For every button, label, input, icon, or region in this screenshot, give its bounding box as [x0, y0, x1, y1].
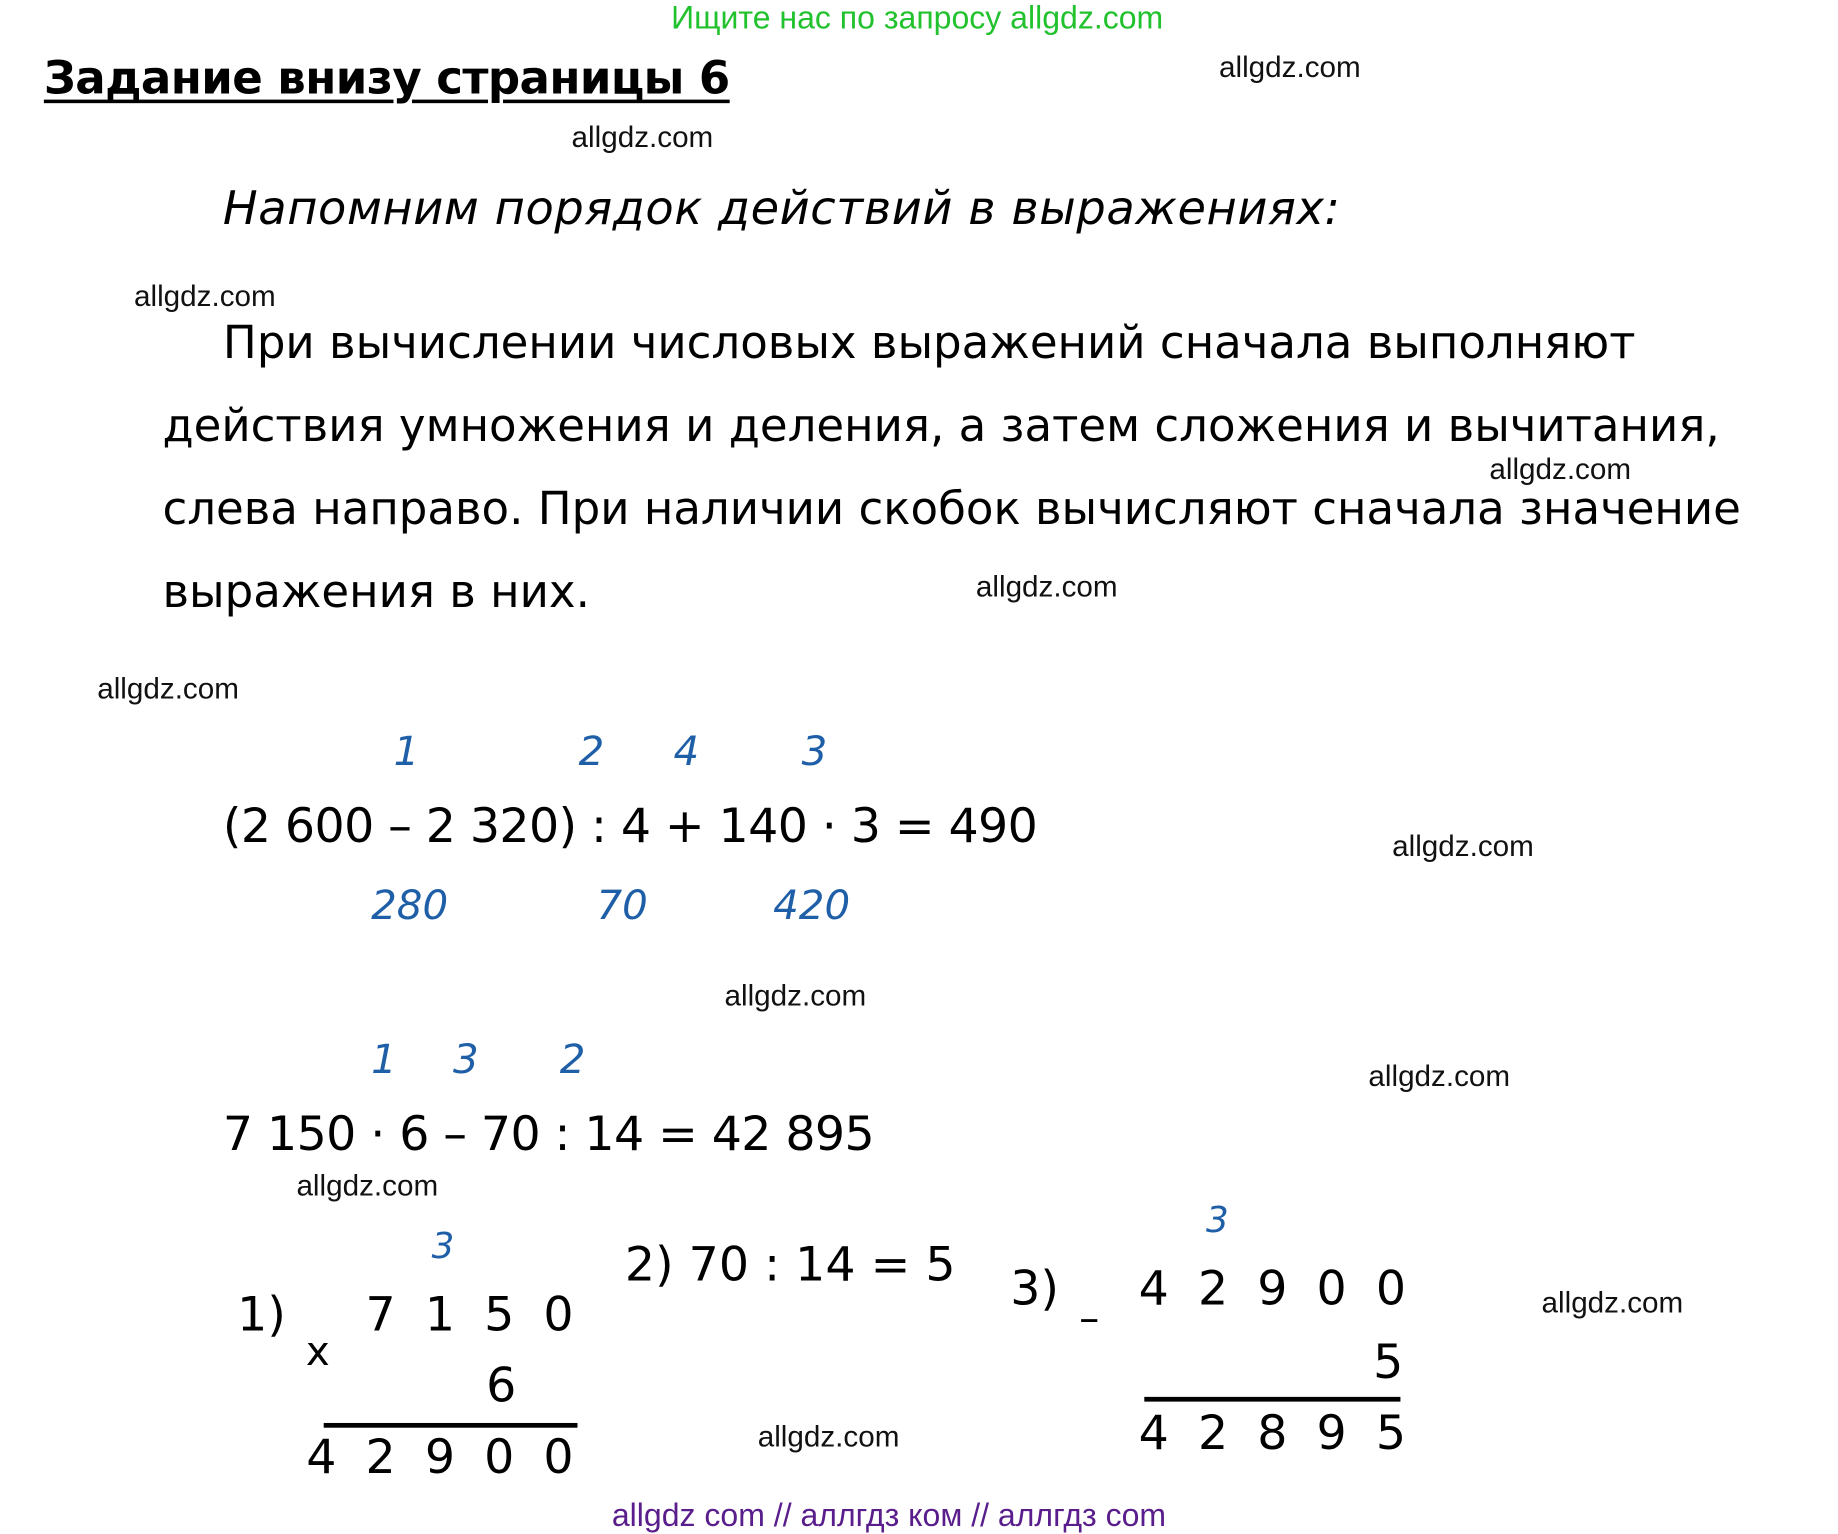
expression-1: (2 600 – 2 320) : 4 + 140 · 3 = 490 — [222, 799, 1038, 854]
watermark: allgdz.com — [975, 570, 1118, 604]
order-mark: 1 — [393, 728, 420, 776]
order-mark: 2 — [559, 1036, 586, 1084]
search-banner: Ищите нас по запросу allgdz.com — [671, 0, 1164, 36]
watermark: allgdz.com — [1392, 830, 1534, 864]
order-mark: 1 — [371, 1036, 397, 1084]
intermediate-result: 280 — [371, 882, 449, 930]
watermark: allgdz.com — [1368, 1060, 1511, 1094]
rule-line-4: выражения в них. — [162, 565, 590, 618]
order-mark: 2 — [578, 728, 605, 776]
step-label: 3) — [1010, 1261, 1059, 1317]
borrow-digit: 3 — [1205, 1200, 1229, 1242]
order-mark: 4 — [673, 728, 700, 776]
multiplier: 6 — [486, 1358, 517, 1414]
page-title: Задание внизу страницы 6 — [43, 52, 730, 105]
difference: 4 2 8 9 5 — [1138, 1406, 1407, 1461]
multiplicand: 7 1 5 0 — [365, 1287, 574, 1343]
carry-digit: 3 — [431, 1226, 455, 1268]
result-line — [1144, 1397, 1400, 1402]
watermark: allgdz.com — [296, 1169, 439, 1203]
watermark: allgdz.com — [133, 279, 276, 314]
step-2-division: 2) 70 : 14 = 5 — [624, 1237, 956, 1293]
expression-2: 7 150 · 6 – 70 : 14 = 42 895 — [222, 1107, 875, 1163]
watermark: allgdz.com — [97, 672, 239, 706]
subtrahend: 5 — [1373, 1335, 1404, 1390]
intermediate-result: 420 — [773, 882, 851, 930]
rule-line-1: При вычислении числовых выражений сначала выполняют — [222, 316, 1636, 369]
watermark: allgdz.com — [1541, 1286, 1684, 1320]
minuend: 4 2 9 0 0 — [1138, 1261, 1407, 1317]
watermark: allgdz.com — [724, 979, 867, 1013]
intermediate-result: 70 — [596, 882, 648, 930]
watermark: allgdz.com — [571, 120, 714, 155]
watermark: allgdz.com — [1489, 452, 1632, 487]
rule-line-2: действия умножения и деления, а затем сложения и вычитания, — [162, 399, 1720, 452]
watermark: allgdz.com — [757, 1420, 900, 1454]
step-label: 1) — [237, 1287, 286, 1343]
watermark: allgdz.com — [1219, 50, 1361, 85]
order-mark: 3 — [801, 728, 828, 776]
multiply-sign: x — [305, 1328, 330, 1376]
order-mark: 3 — [452, 1036, 479, 1084]
rule-line-3: слева направо. При наличии скобок вычисляют сначала значение — [162, 482, 1741, 535]
reminder-subtitle: Напомним порядок действий в выражениях: — [222, 182, 1341, 236]
result-line — [324, 1423, 578, 1428]
footer-links: allgdz com // аллгдз ком // аллгдз com — [611, 1497, 1167, 1534]
minus-sign: – — [1079, 1294, 1100, 1343]
product: 4 2 9 0 0 — [306, 1430, 574, 1485]
